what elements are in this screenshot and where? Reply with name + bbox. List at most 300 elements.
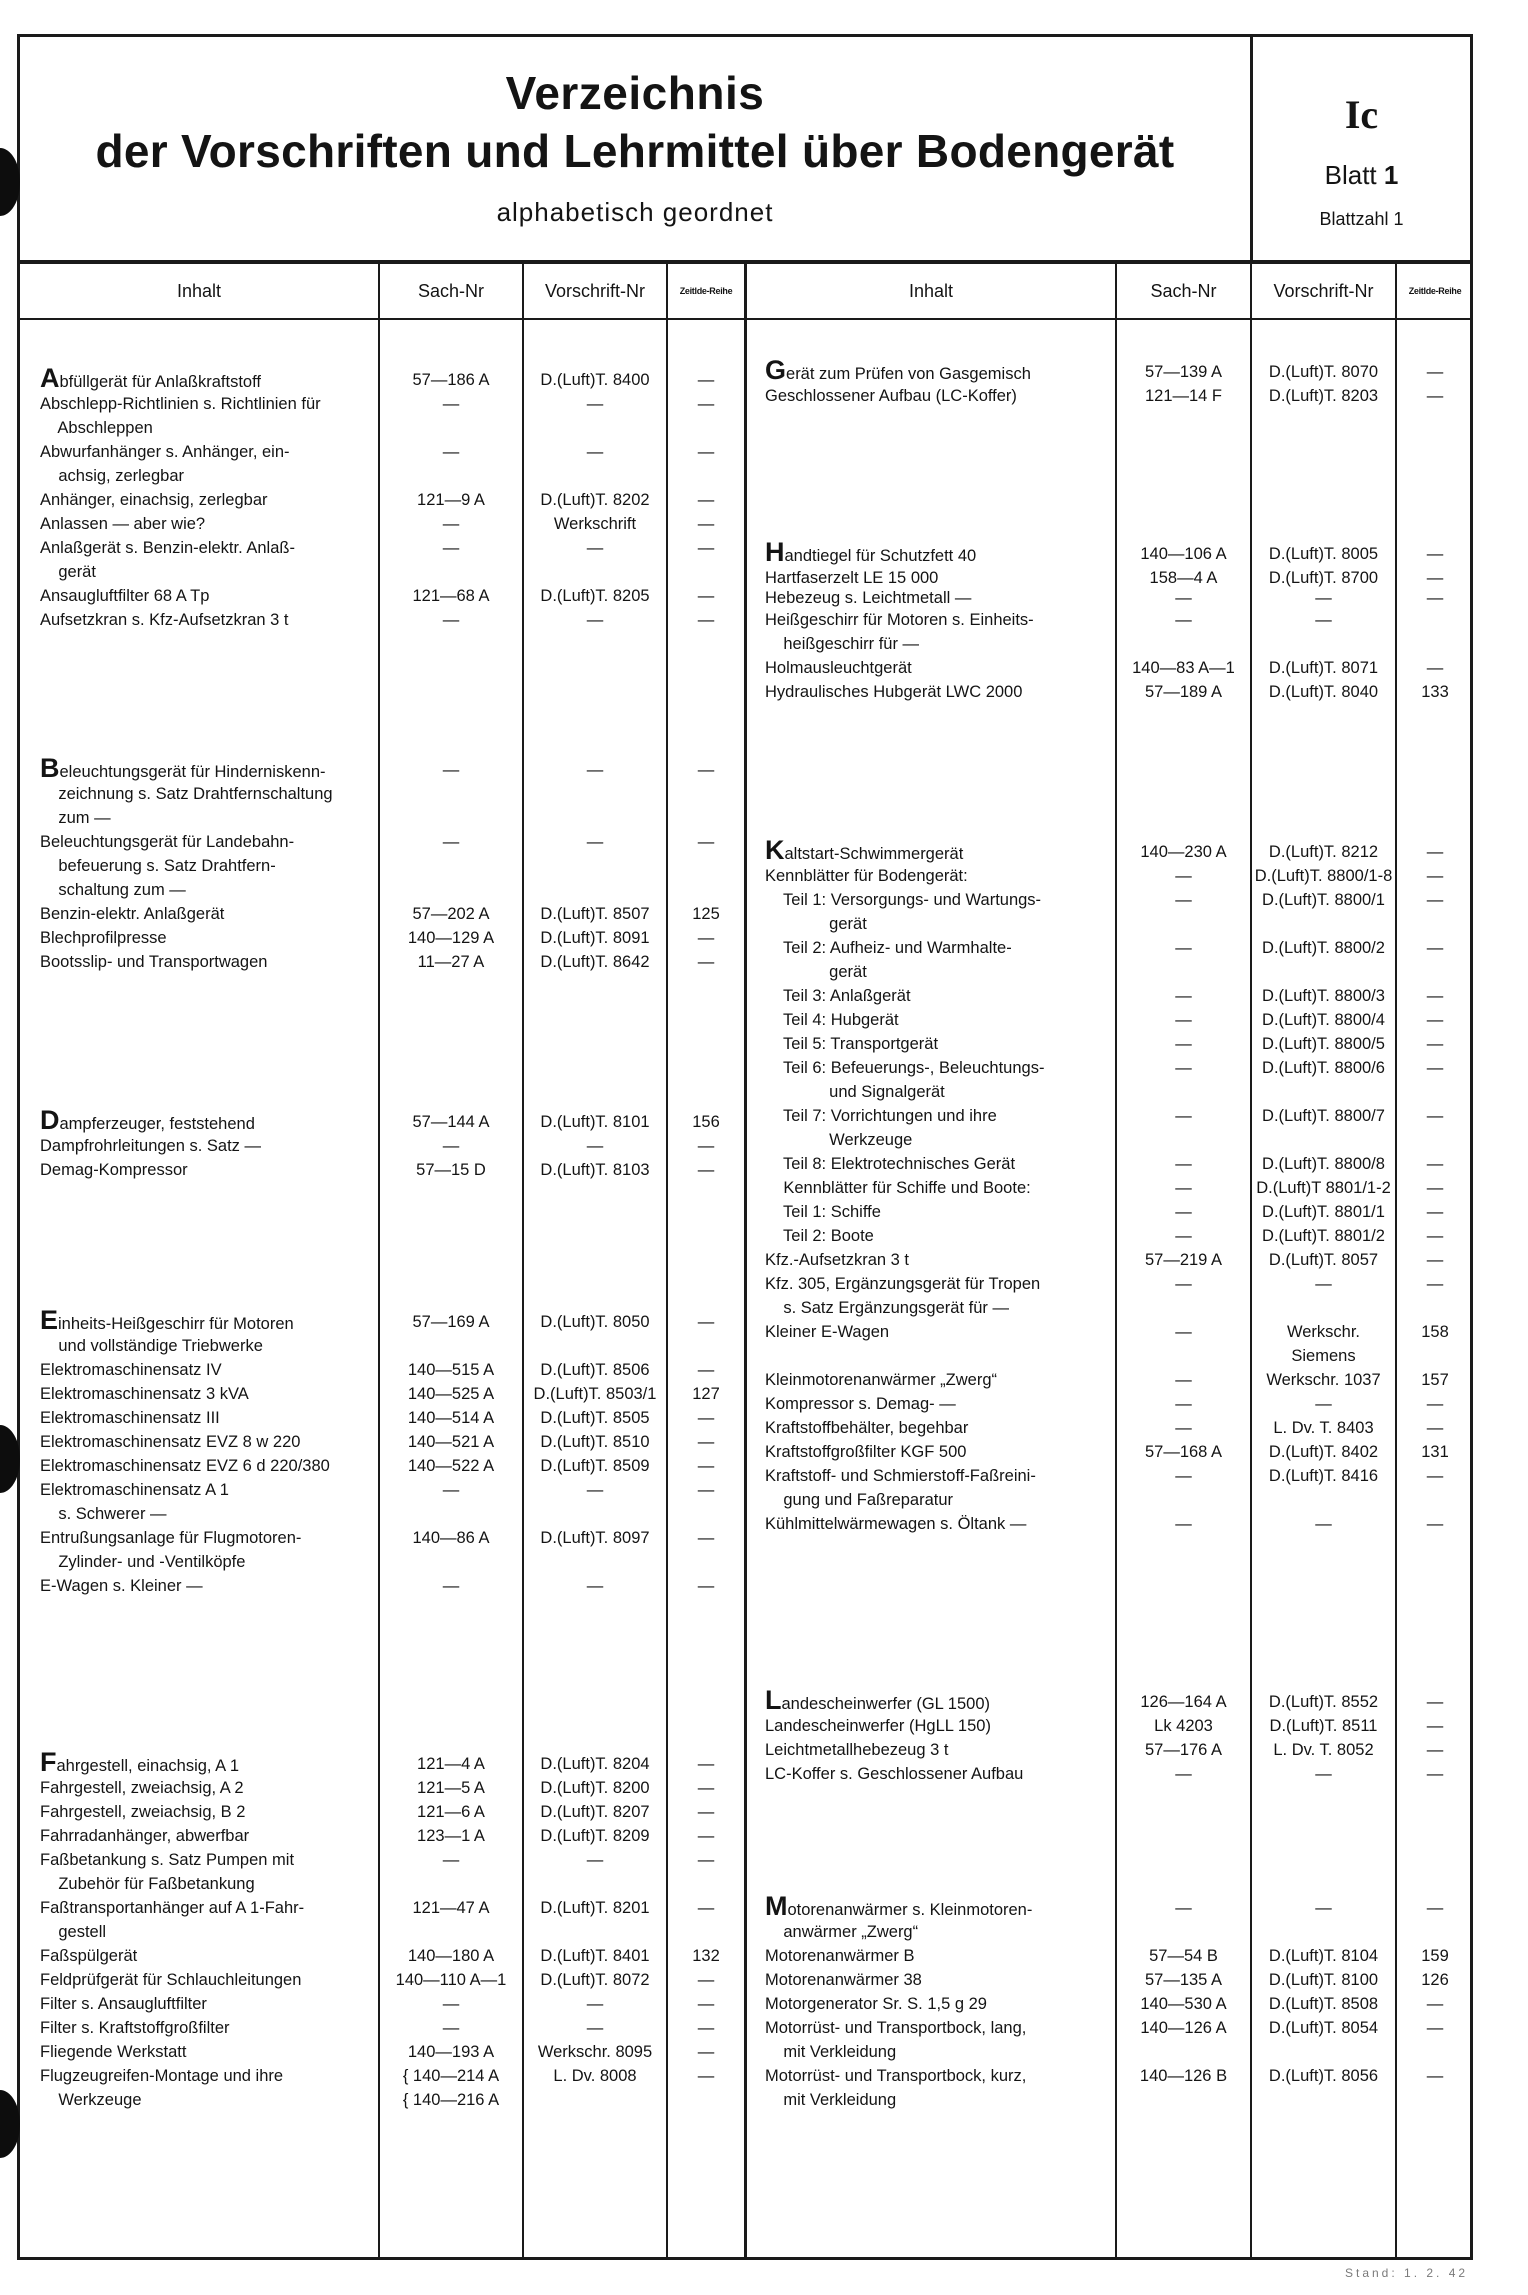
entry-label: Faßtransportanhänger auf A 1-Fahr-: [40, 1899, 305, 1917]
entry-initial: L: [765, 1685, 782, 1715]
entry-text: [765, 632, 919, 656]
vorschrift-nr-cell: D.(Luft)T. 8071: [1268, 659, 1379, 677]
entry-initial: K: [765, 835, 785, 865]
vorschrift-nr-cell: D.(Luft)T. 8800/1-8: [1254, 867, 1393, 885]
entry-text: [40, 926, 167, 950]
entry-label: Bootsslip- und Transportwagen: [40, 953, 268, 971]
entry-label: Kraftstoffgroßfilter KGF 500: [765, 1443, 967, 1461]
reihe-cell: —: [697, 491, 715, 509]
entry-label: zeichnung s. Satz Drahtfernschaltung: [40, 785, 333, 803]
entry-text: [765, 1128, 912, 1152]
vorschrift-nr-cell: D.(Luft)T. 8800/1: [1262, 891, 1385, 909]
entry-label: Fahrgestell, zweiachsig, B 2: [40, 1803, 246, 1821]
entry-text: [40, 1105, 255, 1136]
entry-label: befeuerung s. Satz Drahtfern-: [40, 857, 276, 875]
page-subtitle: alphabetisch geordnet: [496, 197, 774, 227]
reihe-cell: —: [1426, 1251, 1444, 1269]
entry-initial: F: [40, 1747, 57, 1777]
entry-text: [765, 1272, 1040, 1296]
entry-text: [40, 584, 209, 608]
vorschrift-nr-cell: D.(Luft)T. 8800/5: [1262, 1035, 1385, 1053]
entry-text: [40, 363, 261, 394]
entry-text: [40, 1968, 301, 1992]
entry-text: [765, 2088, 896, 2112]
sach-nr-cell: —: [1175, 1011, 1192, 1029]
entry-label: gerät: [40, 563, 96, 581]
entry-text: [40, 1920, 106, 1944]
entry-text: [40, 1430, 300, 1454]
sach-nr-cell: 121—47 A: [412, 1899, 490, 1917]
sach-nr-cell: —: [1175, 1155, 1192, 1173]
sach-nr-cell: —: [1175, 1467, 1192, 1485]
sach-nr-cell: Lk 4203: [1154, 1717, 1213, 1735]
reihe-cell: —: [697, 587, 715, 605]
vorschrift-nr-cell: D.(Luft)T. 8508: [1268, 1995, 1379, 2013]
reihe-cell: 133: [1421, 683, 1449, 701]
entry-label: Kennblätter für Bodengerät:: [765, 867, 968, 885]
entry-text: [40, 1574, 203, 1598]
entry-label: Teil 5: Transportgerät: [765, 1035, 939, 1053]
entry-text: [765, 537, 977, 568]
vorschrift-nr-cell: D.(Luft)T. 8091: [540, 929, 650, 947]
vorschrift-nr-cell: D.(Luft)T. 8400: [540, 371, 650, 389]
vorschrift-nr-cell: D.(Luft)T. 8505: [540, 1409, 650, 1427]
entry-label: otorenanwärmer s. Kleinmotoren-: [787, 1901, 1033, 1919]
entry-text: [40, 782, 333, 806]
entry-text: [765, 1392, 956, 1416]
reihe-cell: —: [1426, 1717, 1444, 1735]
reihe-cell: 125: [692, 905, 720, 923]
sach-nr-cell: —: [1175, 1899, 1192, 1917]
entry-text: [765, 984, 911, 1008]
entry-text: [765, 1176, 1031, 1200]
reihe-cell: —: [1426, 1275, 1444, 1293]
entry-text: [765, 1320, 889, 1344]
entry-label: Teil 6: Befeuerungs-, Beleuchtungs-: [765, 1059, 1045, 1077]
entry-text: [765, 586, 971, 610]
entry-text: [40, 1478, 229, 1502]
entry-text: [40, 1526, 301, 1550]
page-title-line2: der Vorschriften und Lehrmittel über Bodengerät: [95, 125, 1175, 177]
sach-nr-cell: —: [1175, 1227, 1192, 1245]
sach-nr-cell: 158—4 A: [1149, 569, 1218, 587]
entry-label: Leichtmetallhebezeug 3 t: [765, 1741, 949, 1759]
entry-label: Elektromaschinensatz A 1: [40, 1481, 229, 1499]
entry-label: ahrgestell, einachsig, A 1: [56, 1757, 240, 1775]
sach-nr-cell: 57—144 A: [412, 1113, 490, 1131]
entry-label: Geschlossener Aufbau (LC-Koffer): [765, 387, 1017, 405]
reihe-cell: —: [1426, 1395, 1444, 1413]
reihe-cell: —: [1426, 545, 1444, 563]
vorschrift-nr-cell: —: [1315, 1275, 1332, 1293]
entry-text: [765, 2016, 1026, 2040]
reihe-cell: —: [697, 1995, 715, 2013]
vorschrift-nr-cell: D.(Luft)T. 8205: [540, 587, 650, 605]
entry-text: [765, 680, 1022, 704]
reihe-cell: —: [1426, 1155, 1444, 1173]
reihe-cell: —: [1426, 1011, 1444, 1029]
sach-nr-cell: 140—126 A: [1140, 2019, 1227, 2037]
sach-nr-cell: —: [1175, 867, 1192, 885]
entry-text: [765, 656, 912, 680]
sach-nr-cell: —: [1175, 589, 1192, 607]
entry-label: gerät: [765, 963, 867, 981]
entry-text: [40, 2088, 142, 2112]
entry-text: [765, 384, 1017, 408]
sach-nr-cell: —: [442, 1995, 460, 2013]
sach-nr-cell: 57—54 B: [1149, 1947, 1218, 1965]
vorschrift-nr-cell: D.(Luft)T. 8800/3: [1262, 987, 1385, 1005]
sheet-code: Ic: [1344, 92, 1379, 137]
reihe-cell: —: [697, 2019, 715, 2037]
vorschrift-nr-cell: D.(Luft)T. 8202: [540, 491, 650, 509]
entry-label: Fahrradanhänger, abwerfbar: [40, 1827, 250, 1845]
sach-nr-cell: —: [1175, 1371, 1192, 1389]
sach-nr-cell: —: [1175, 1107, 1192, 1125]
entry-label: Beleuchtungsgerät für Landebahn-: [40, 833, 295, 851]
reihe-cell: —: [697, 833, 715, 851]
sheet-count: Blattzahl 1: [1319, 209, 1404, 229]
entry-text: [40, 1896, 304, 1920]
vorschrift-nr-cell: D.(Luft)T. 8104: [1268, 1947, 1379, 1965]
reihe-cell: —: [1426, 939, 1444, 957]
entry-text: [40, 2040, 186, 2064]
entry-text: [765, 1416, 968, 1440]
reihe-cell: 157: [1421, 1371, 1449, 1389]
reihe-cell: —: [1426, 1515, 1444, 1533]
vorschrift-nr-cell: —: [586, 833, 604, 851]
entry-initial: M: [765, 1891, 788, 1921]
entry-text: [40, 1382, 249, 1406]
vorschrift-nr-cell: —: [1315, 589, 1332, 607]
sach-nr-cell: —: [1175, 1515, 1192, 1533]
vorschrift-nr-cell: D.(Luft)T. 8101: [540, 1113, 650, 1131]
reihe-cell: —: [697, 1457, 715, 1475]
entry-text: [765, 1714, 991, 1738]
entry-label: Abschleppen: [40, 419, 153, 437]
entry-text: [40, 488, 268, 512]
entry-label: Kühlmittelwärmewagen s. Öltank —: [765, 1515, 1027, 1533]
entry-label: Kfz.-Aufsetzkran 3 t: [765, 1251, 909, 1269]
entry-text: [40, 1305, 294, 1336]
vorschrift-nr-cell: —: [586, 611, 604, 629]
entry-label: eleuchtungsgerät für Hinderniskenn-: [59, 763, 326, 781]
entry-label: zum —: [40, 809, 111, 827]
vorschrift-nr-cell: D.(Luft)T. 8800/6: [1262, 1059, 1385, 1077]
reihe-cell: —: [697, 1851, 715, 1869]
entry-text: [765, 1200, 881, 1224]
entry-label: schaltung zum —: [40, 881, 186, 899]
col-header-inhalt: Inhalt: [176, 281, 222, 301]
sach-nr-cell: 140—193 A: [407, 2043, 495, 2061]
entry-text: [765, 1762, 1023, 1786]
reihe-cell: 127: [692, 1385, 720, 1403]
vorschrift-nr-cell: —: [1315, 1395, 1332, 1413]
entry-label: Blechprofilpresse: [40, 929, 167, 947]
vorschrift-nr-cell: D.(Luft)T. 8509: [540, 1457, 650, 1475]
entry-text: [40, 2064, 283, 2088]
col-header-vorschrift-nr: Vorschrift-Nr: [1273, 281, 1374, 301]
reihe-cell: —: [1426, 1995, 1444, 2013]
reihe-cell: —: [697, 1779, 715, 1797]
entry-label: Motorrüst- und Transportbock, lang,: [765, 2019, 1027, 2037]
sach-nr-cell: 140—521 A: [407, 1433, 495, 1451]
vorschrift-nr-cell: D.(Luft)T. 8207: [540, 1803, 650, 1821]
entry-text: [40, 1334, 263, 1358]
entry-label: LC-Koffer s. Geschlossener Aufbau: [765, 1765, 1024, 1783]
entry-label: Anlaßgerät s. Benzin-elektr. Anlaß-: [40, 539, 295, 557]
sach-nr-cell: —: [1175, 891, 1192, 909]
entry-initial: D: [40, 1105, 60, 1135]
vorschrift-nr-cell: D.(Luft)T. 8057: [1268, 1251, 1379, 1269]
entry-text: [765, 1080, 945, 1104]
entry-label: s. Schwerer —: [40, 1505, 167, 1523]
sach-nr-cell: —: [442, 1481, 460, 1499]
sach-nr-cell: 140—86 A: [412, 1529, 490, 1547]
sheet-info-box: [1250, 37, 1470, 262]
vorschrift-nr-cell: —: [586, 1577, 604, 1595]
sach-nr-cell: 140—110 A—1: [395, 1971, 507, 1989]
entry-label: Kleinmotorenanwärmer „Zwerg“: [765, 1371, 997, 1389]
reihe-cell: —: [697, 2067, 715, 2085]
sach-nr-cell: —: [1175, 1179, 1192, 1197]
entry-label: Fliegende Werkstatt: [40, 2043, 187, 2061]
entry-label: Teil 1: Schiffe: [765, 1203, 881, 1221]
vorschrift-nr-cell: D.(Luft)T. 8801/2: [1262, 1227, 1385, 1245]
entry-label: Kennblätter für Schiffe und Boote:: [765, 1179, 1031, 1197]
entry-label: gung und Faßreparatur: [765, 1491, 954, 1509]
sach-nr-cell: —: [442, 611, 460, 629]
reihe-cell: —: [1426, 1059, 1444, 1077]
entry-text: [40, 1872, 255, 1896]
entry-label: Teil 4: Hubgerät: [765, 1011, 899, 1029]
entry-text: [40, 1406, 220, 1430]
vorschrift-nr-cell: —: [586, 395, 604, 413]
entry-label: Kfz. 305, Ergänzungsgerät für Tropen: [765, 1275, 1041, 1293]
entry-text: [765, 1248, 909, 1272]
vorschrift-nr-cell: D.(Luft)T. 8103: [540, 1161, 650, 1179]
entry-text: [765, 2064, 1026, 2088]
entry-text: [40, 854, 276, 878]
entry-label: Holmausleuchtgerät: [765, 659, 912, 677]
sach-nr-cell: —: [442, 1577, 460, 1595]
vorschrift-nr-cell: D.(Luft)T. 8700: [1268, 569, 1379, 587]
sach-nr-cell: —: [442, 395, 460, 413]
vorschrift-nr-cell: —: [1315, 611, 1332, 629]
vorschrift-nr-cell: D.(Luft)T. 8204: [540, 1755, 650, 1773]
entry-label: Kleiner E-Wagen: [765, 1323, 890, 1341]
reihe-cell: —: [697, 1971, 715, 1989]
sheet-number: [1253, 160, 1470, 191]
reihe-cell: —: [697, 1577, 715, 1595]
entry-label: und Signalgerät: [765, 1083, 945, 1101]
entry-text: [40, 392, 321, 416]
reihe-cell: —: [1426, 867, 1444, 885]
page-title-line1: Verzeichnis: [505, 67, 765, 119]
entry-label: E-Wagen s. Kleiner —: [40, 1577, 203, 1595]
entry-label: mit Verkleidung: [765, 2091, 897, 2109]
vorschrift-nr-cell: D.(Luft)T 8801/1-2: [1256, 1179, 1391, 1197]
vorschrift-nr-cell: D.(Luft)T. 8552: [1268, 1693, 1379, 1711]
entry-text: [765, 355, 1031, 386]
reihe-cell: —: [1426, 843, 1444, 861]
reihe-cell: —: [1426, 1467, 1444, 1485]
vorschrift-nr-cell: D.(Luft)T. 8050: [540, 1313, 650, 1331]
entry-label: inheits-Heißgeschirr für Motoren: [58, 1315, 294, 1333]
reihe-cell: 131: [1421, 1443, 1449, 1461]
sach-nr-cell: 57—15 D: [416, 1161, 486, 1179]
reihe-cell: —: [697, 1433, 715, 1451]
vorschrift-nr-cell: D.(Luft)T. 8040: [1268, 683, 1379, 701]
vorschrift-nr-cell: D.(Luft)T. 8642: [540, 953, 650, 971]
entry-text: [40, 1992, 207, 2016]
entry-label: Anhänger, einachsig, zerlegbar: [40, 491, 268, 509]
entry-text: [40, 1776, 244, 1800]
vorschrift-nr-cell: —: [1315, 1765, 1332, 1783]
vorschrift-nr-cell: D.(Luft)T. 8402: [1268, 1443, 1379, 1461]
entry-label: Elektromaschinensatz EVZ 6 d 220/380: [40, 1457, 330, 1475]
sach-nr-cell: 140—180 A: [407, 1947, 495, 1965]
reihe-cell: —: [697, 443, 715, 461]
vorschrift-nr-cell: L. Dv. T. 8403: [1273, 1419, 1374, 1437]
sach-nr-cell: 57—135 A: [1144, 1971, 1223, 1989]
sach-nr-cell: 57—202 A: [412, 905, 490, 923]
sach-nr-cell: —: [1175, 1035, 1192, 1053]
footnote-date: Stand: 1. 2. 42: [1345, 2266, 1469, 2280]
sach-nr-cell: —: [442, 443, 460, 461]
sach-nr-cell: 140—230 A: [1140, 843, 1227, 861]
reihe-cell: —: [697, 1803, 715, 1821]
entry-text: [40, 878, 186, 902]
entry-initial: H: [765, 537, 785, 567]
sach-nr-cell: —: [442, 833, 460, 851]
entry-text: [765, 1891, 1033, 1922]
vorschrift-nr-cell: D.(Luft)T. 8070: [1268, 363, 1379, 381]
vorschrift-nr-cell: —: [586, 1995, 604, 2013]
vorschrift-nr-cell: D.(Luft)T. 8800/8: [1262, 1155, 1385, 1173]
reihe-cell: —: [1426, 1899, 1444, 1917]
reihe-cell: —: [697, 1899, 715, 1917]
entry-label: andescheinwerfer (GL 1500): [781, 1695, 991, 1713]
vorschrift-nr-cell: D.(Luft)T. 8416: [1268, 1467, 1379, 1485]
entry-text: [765, 1032, 938, 1056]
entry-text: [40, 1848, 294, 1872]
entry-label: Teil 7: Vorrichtungen und ihre: [765, 1107, 997, 1125]
sach-nr-cell: 121—5 A: [417, 1779, 485, 1797]
vorschrift-nr-cell: D.(Luft)T. 8203: [1268, 387, 1379, 405]
sach-nr-cell: —: [1175, 939, 1192, 957]
entry-text: [765, 1440, 966, 1464]
reihe-cell: —: [1426, 2019, 1444, 2037]
entry-text: [765, 1968, 922, 1992]
entry-label: mit Verkleidung: [765, 2043, 897, 2061]
sach-nr-cell: 140—106 A: [1140, 545, 1227, 563]
reihe-cell: —: [1426, 1227, 1444, 1245]
entry-text: [40, 1454, 330, 1478]
sach-nr-cell: 57—139 A: [1144, 363, 1223, 381]
entry-label: Ansaugluftfilter 68 A Tp: [40, 587, 210, 605]
col-header-reihe: Zeitlde-Reihe: [679, 286, 733, 296]
sach-nr-cell: —: [442, 539, 460, 557]
entry-label: Feldprüfgerät für Schlauchleitungen: [40, 1971, 302, 1989]
sach-nr-cell: 123—1 A: [417, 1827, 485, 1845]
entry-label: Elektromaschinensatz III: [40, 1409, 220, 1427]
vorschrift-nr-cell: D.(Luft)T. 8401: [540, 1947, 650, 1965]
vorschrift-nr-cell: Werkschr. 8095: [537, 2043, 653, 2061]
sach-nr-cell: 140—83 A—1: [1132, 659, 1235, 677]
blatt-number: 1: [1383, 160, 1399, 190]
entry-text: [765, 864, 968, 888]
entry-initial: A: [40, 363, 60, 393]
sach-nr-cell: —: [1175, 1059, 1192, 1077]
sach-nr-cell: 140—515 A: [407, 1361, 495, 1379]
reihe-cell: —: [697, 371, 715, 389]
entry-text: [765, 1685, 991, 1716]
entry-label: Motorrüst- und Transportbock, kurz,: [765, 2067, 1027, 2085]
entry-label: Zylinder- und -Ventilköpfe: [40, 1553, 246, 1571]
vorschrift-nr-cell: D.(Luft)T. 8054: [1268, 2019, 1379, 2037]
vorschrift-nr-cell: Werkschr.: [1286, 1323, 1361, 1341]
reihe-cell: —: [1426, 1419, 1444, 1437]
entry-text: [765, 912, 867, 936]
entry-text: [40, 608, 289, 632]
entry-label: Kraftstoff- und Schmierstoff-Faßreini-: [765, 1467, 1036, 1485]
entry-label: Faßspülgerät: [40, 1947, 138, 1965]
reihe-cell: —: [1426, 363, 1444, 381]
reihe-cell: —: [697, 1409, 715, 1427]
sach-nr-cell: 11—27 A: [417, 953, 485, 971]
reihe-cell: —: [697, 1827, 715, 1845]
col-header-reihe: Zeitlde-Reihe: [1408, 286, 1462, 296]
entry-label: andtiegel für Schutzfett 40: [784, 547, 977, 565]
entry-text: [40, 512, 205, 536]
entry-label: anwärmer „Zwerg“: [765, 1923, 919, 1941]
entry-label: Fahrgestell, zweiachsig, A 2: [40, 1779, 244, 1797]
sach-nr-cell: —: [442, 2019, 460, 2037]
vorschrift-nr-cell: —: [586, 1851, 604, 1869]
sach-nr-cell: 57—176 A: [1144, 1741, 1223, 1759]
entry-text: [40, 902, 224, 926]
vorschrift-nr-cell: D.(Luft)T. 8201: [540, 1899, 650, 1917]
reihe-cell: —: [697, 1313, 715, 1331]
entry-text: [40, 1358, 222, 1382]
sach-nr-cell: 140—522 A: [407, 1457, 495, 1475]
entry-text: [765, 960, 867, 984]
vorschrift-nr-cell: D.(Luft)T. 8511: [1269, 1717, 1378, 1735]
sach-nr-cell: 57—168 A: [1144, 1443, 1223, 1461]
vorschrift-nr-cell: D.(Luft)T. 8005: [1268, 545, 1379, 563]
sach-nr-cell: 140—129 A: [407, 929, 495, 947]
sach-nr-cell: 140—514 A: [407, 1409, 495, 1427]
entry-label: achsig, zerlegbar: [40, 467, 184, 485]
reihe-cell: —: [1426, 1179, 1444, 1197]
entry-text: [40, 2016, 230, 2040]
entry-label: Hartfaserzelt LE 15 000: [765, 569, 939, 587]
entry-label: Faßbetankung s. Satz Pumpen mit: [40, 1851, 295, 1869]
sach-nr-cell: 121—6 A: [417, 1803, 485, 1821]
reihe-cell: 158: [1421, 1323, 1449, 1341]
sach-nr-cell: 140—525 A: [407, 1385, 495, 1403]
entry-label: altstart-Schwimmergerät: [784, 845, 964, 863]
reihe-cell: —: [697, 1481, 715, 1499]
title-block: [20, 37, 1250, 262]
vorschrift-nr-cell: Siemens: [1291, 1347, 1356, 1365]
vorschrift-nr-cell: D.(Luft)T. 8212: [1268, 843, 1379, 861]
reihe-cell: —: [697, 929, 715, 947]
reihe-cell: —: [1426, 387, 1444, 405]
entry-label: Benzin-elektr. Anlaßgerät: [40, 905, 225, 923]
vorschrift-nr-cell: D.(Luft)T. 8200: [540, 1779, 650, 1797]
